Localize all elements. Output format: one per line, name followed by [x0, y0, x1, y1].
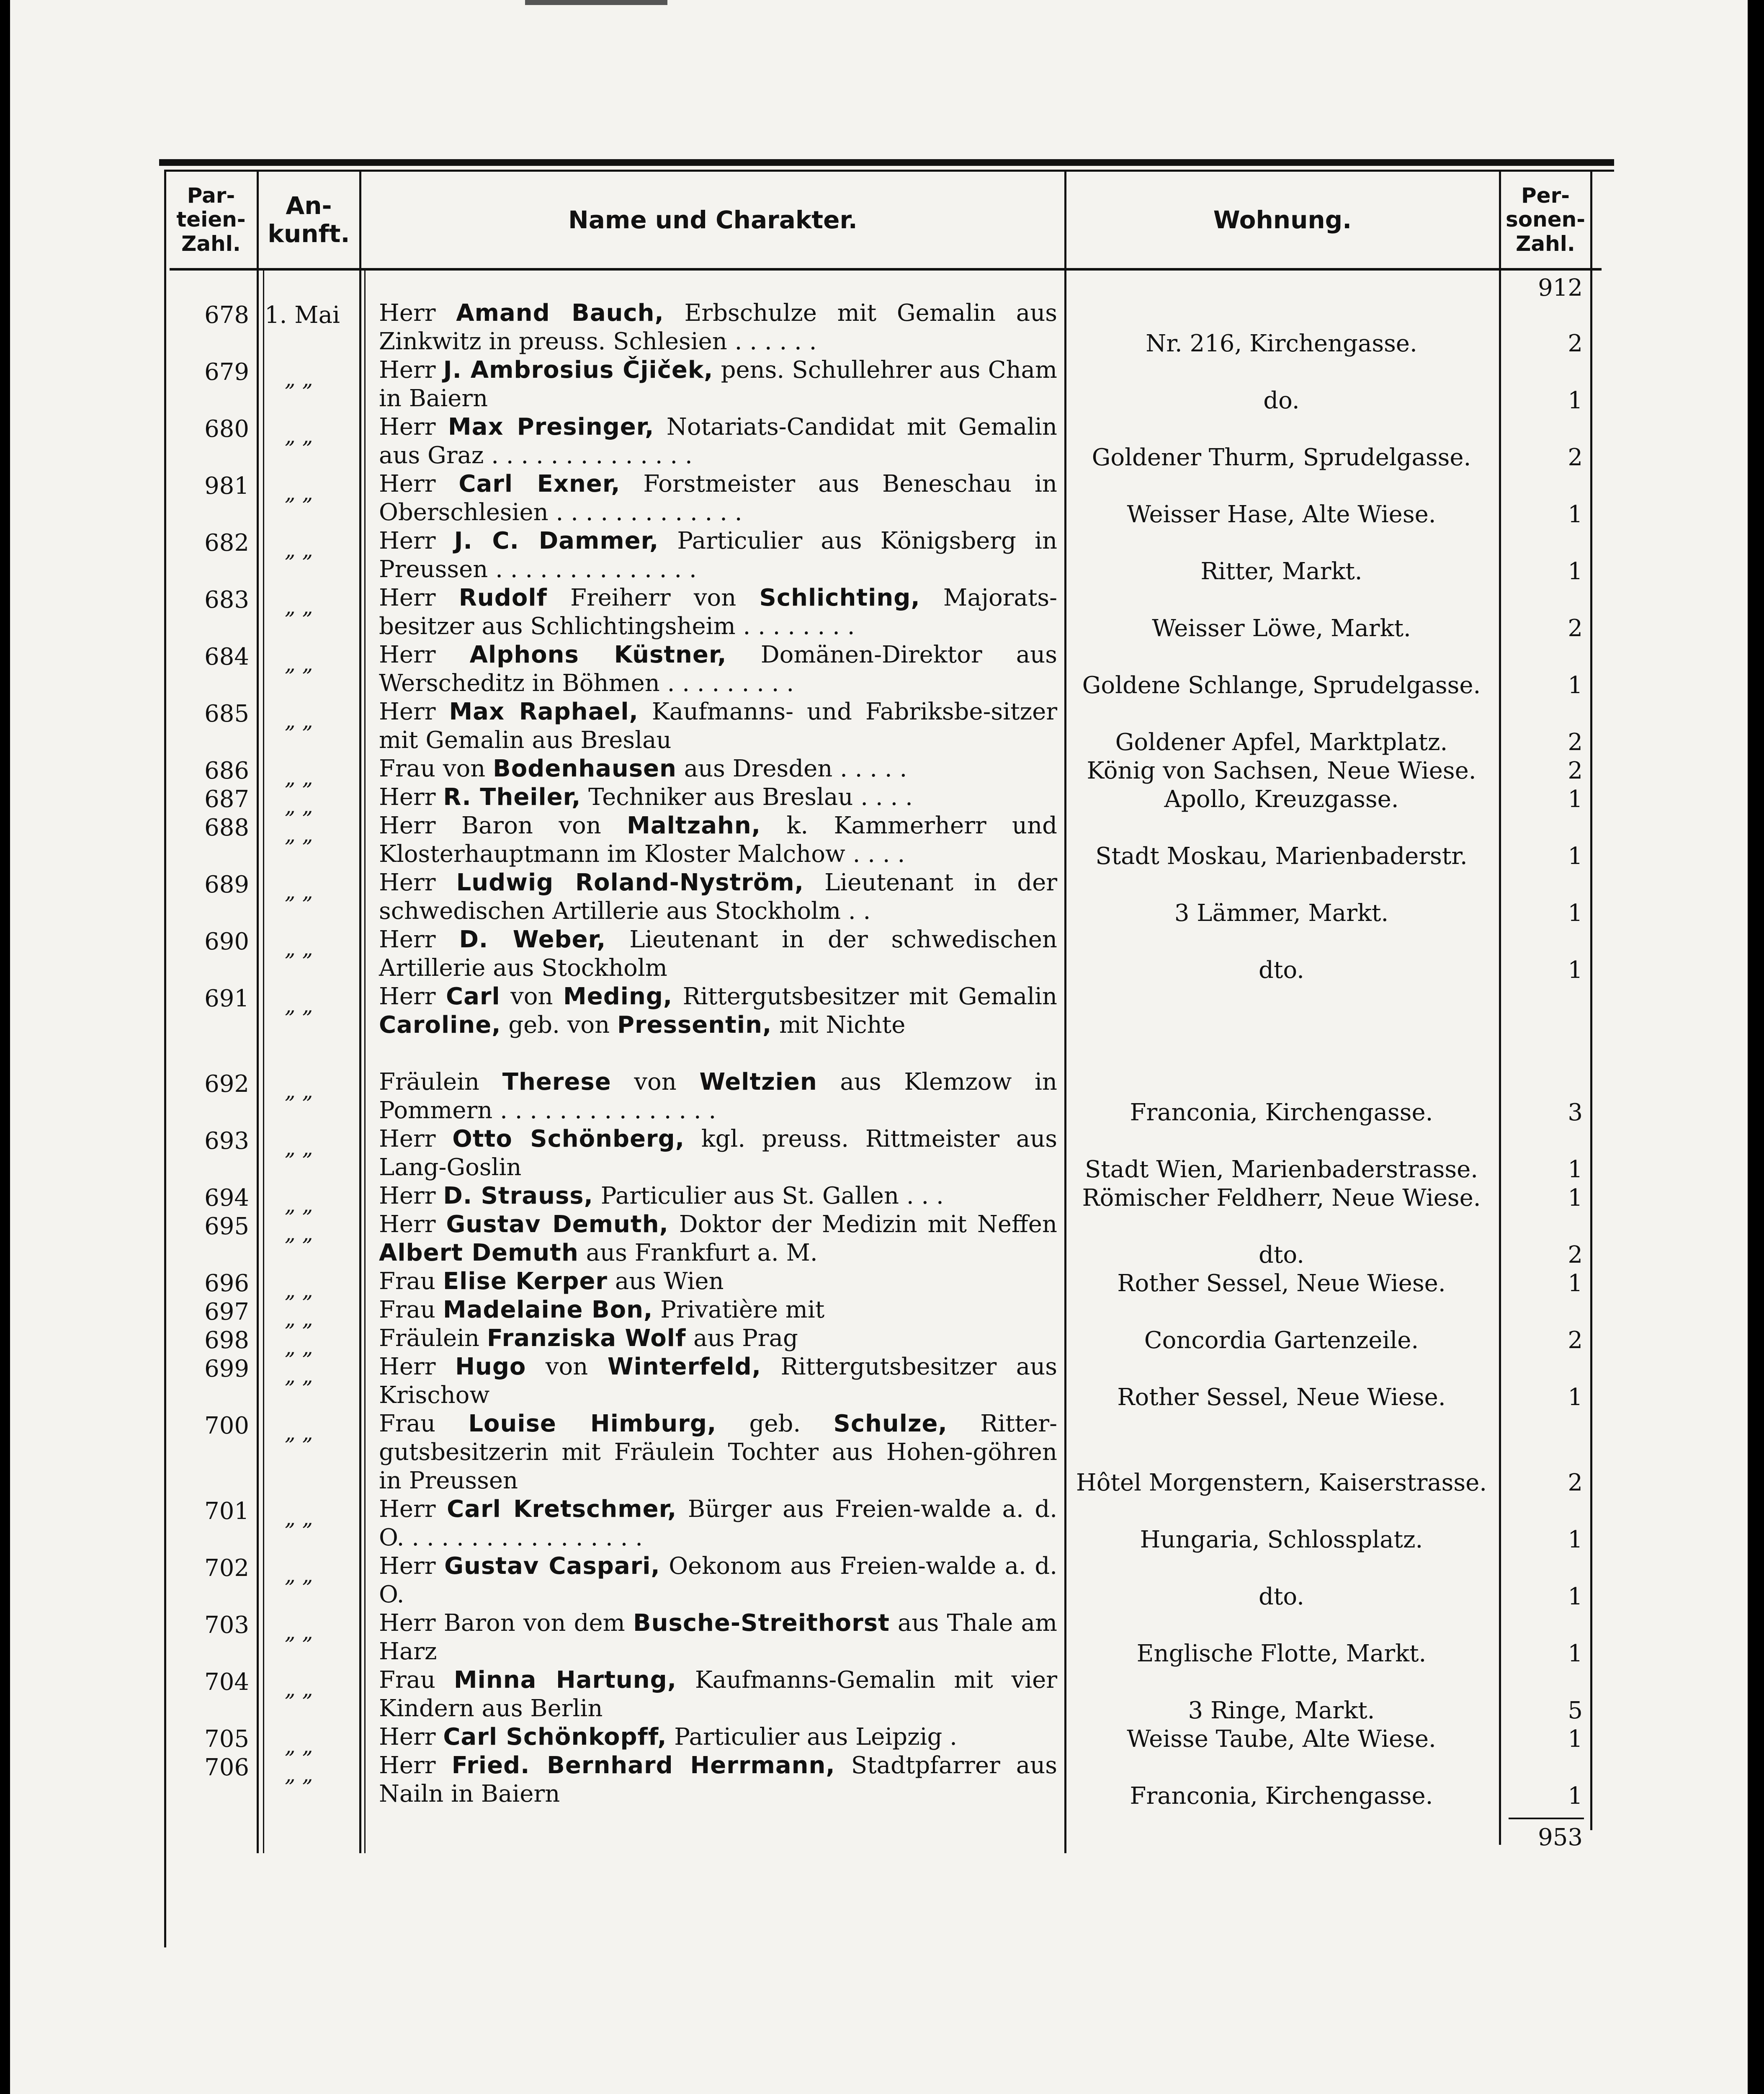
guest-name-description: Frau Madelaine Bon, Privatière mit — [379, 1296, 825, 1323]
party-number: 698 — [204, 1327, 249, 1354]
persons-count: 1 — [1568, 501, 1583, 528]
header-wohnung: Wohnung. — [1213, 205, 1352, 234]
party-number: 683 — [204, 586, 249, 614]
arrival-date: „ „ — [285, 424, 313, 448]
guest-name-description: Herr Carl Schönkopff, Particulier aus Leipzig . — [379, 1723, 957, 1751]
arrival-date: „ „ — [285, 1307, 313, 1331]
guest-name-description: Herr Max Raphael, Kaufmanns- und Fabriksbe-sitzer mit Gemalin aus Breslau — [379, 698, 1058, 754]
table-row — [0, 1412, 1764, 1498]
party-number: 697 — [204, 1298, 249, 1326]
party-number: 702 — [204, 1555, 249, 1582]
table-row — [0, 1723, 1764, 1758]
persons-count: 1 — [1568, 1640, 1583, 1667]
persons-count: 1 — [1568, 1725, 1583, 1753]
party-number: 705 — [204, 1725, 249, 1753]
guest-name-description: Fräulein Therese von Weltzien aus Klemzow in Pommern . . . . . . . . . . . . . . . — [379, 1068, 1057, 1124]
residence: Römischer Feldherr, Neue Wiese. — [1082, 1184, 1481, 1212]
party-number: 704 — [204, 1668, 249, 1696]
arrival-date: „ „ — [285, 481, 313, 505]
table-row — [0, 358, 1764, 415]
table-row — [0, 1182, 1764, 1217]
residence: König von Sachsen, Neue Wiese. — [1087, 757, 1476, 784]
guest-name-description: Herr Hugo von Winterfeld, Rittergutsbesitzer aus Krischow — [379, 1353, 1057, 1409]
arrival-date: „ „ — [285, 1136, 313, 1160]
party-number: 693 — [204, 1127, 249, 1155]
arrival-date: „ „ — [285, 1193, 313, 1217]
table-row — [0, 1668, 1764, 1725]
party-number: 703 — [204, 1612, 249, 1639]
guest-name-description: Herr Carl von Meding, Rittergutsbesitzer mit Gemalin Caroline, geb. von Pressentin, mit Nichte — [379, 983, 1057, 1039]
party-number: 684 — [204, 643, 249, 670]
table-row — [0, 1127, 1764, 1184]
arrival-date: „ „ — [285, 1734, 313, 1758]
persons-count: 1 — [1568, 1384, 1583, 1411]
residence: dto. — [1259, 1583, 1304, 1610]
residence: Nr. 216, Kirchengasse. — [1146, 330, 1417, 357]
header-ankunft: An- kunft. — [268, 191, 350, 248]
persons-count: 2 — [1568, 615, 1583, 642]
table-row — [0, 1355, 1764, 1412]
residence: do. — [1263, 387, 1300, 414]
persons-count: 1 — [1568, 387, 1583, 414]
table-row — [0, 299, 1764, 358]
table-row — [0, 1552, 1764, 1612]
table-row — [0, 928, 1764, 985]
residence: Englische Flotte, Markt. — [1136, 1640, 1427, 1667]
persons-count: 1 — [1568, 672, 1583, 699]
residence: Goldener Thurm, Sprudelgasse. — [1092, 444, 1471, 471]
arrival-date: „ „ — [285, 1221, 313, 1246]
guest-name-description: Herr Carl Exner, Forstmeister aus Beneschau in Oberschlesien . . . . . . . . . . . . . — [379, 470, 1057, 526]
residence: Rother Sessel, Neue Wiese. — [1117, 1384, 1446, 1411]
party-number: 706 — [204, 1754, 249, 1781]
arrival-date: „ „ — [285, 538, 313, 562]
persons-count: 1 — [1568, 1583, 1583, 1610]
persons-count: 1 — [1568, 1156, 1583, 1183]
residence: Stadt Wien, Marienbaderstrasse. — [1084, 1156, 1478, 1183]
guest-name-description: Frau von Bodenhausen aus Dresden . . . . . — [379, 755, 907, 782]
guest-name-description: Herr R. Theiler, Techniker aus Breslau . . . . — [379, 784, 913, 811]
residence: Goldener Apfel, Marktplatz. — [1115, 729, 1448, 756]
persons-count: 1 — [1568, 1782, 1583, 1810]
party-number: 687 — [204, 786, 249, 813]
party-number: 699 — [204, 1355, 249, 1382]
table-row — [0, 755, 1764, 790]
arrival-date: „ „ — [285, 936, 313, 961]
persons-count: 1 — [1568, 558, 1583, 585]
party-number: 682 — [204, 529, 249, 557]
persons-count: 2 — [1568, 1327, 1583, 1354]
residence: Hungaria, Schlossplatz. — [1140, 1526, 1423, 1553]
residence: Franconia, Kirchengasse. — [1130, 1782, 1433, 1810]
guest-name-description: Frau Minna Hartung, Kaufmanns-Gemalin mit vier Kindern aus Berlin — [379, 1666, 1058, 1722]
party-number: 686 — [204, 757, 249, 784]
party-number: 692 — [204, 1070, 249, 1098]
table-row — [0, 784, 1764, 818]
persons-count: 1 — [1568, 786, 1583, 813]
residence: dto. — [1259, 957, 1304, 984]
guest-name-description: Herr Baron von dem Busche-Streithorst aus Thale am Harz — [379, 1609, 1057, 1665]
persons-count: 2 — [1568, 444, 1583, 471]
party-number: 680 — [204, 415, 249, 443]
party-number: 695 — [204, 1213, 249, 1240]
guest-name-description: Frau Louise Himburg, geb. Schulze, Ritter-gutsbesitzerin mit Fräulein Tochter aus Hohen-göhren in Preussen — [379, 1410, 1058, 1494]
guest-name-description: Herr Gustav Caspari, Oekonom aus Freien-walde a. d. O. — [379, 1552, 1058, 1608]
guest-name-description: Fräulein Franziska Wolf aus Prag — [379, 1325, 798, 1352]
guest-name-description: Herr Otto Schönberg, kgl. preuss. Rittmeister aus Lang-Goslin — [379, 1125, 1057, 1181]
residence: Goldene Schlange, Sprudelgasse. — [1082, 672, 1481, 699]
guest-name-description: Herr D. Weber, Lieutenant in der schwedischen Artillerie aus Stockholm — [379, 926, 1057, 982]
guest-name-description: Herr D. Strauss, Particulier aus St. Gallen . . . — [379, 1182, 944, 1209]
residence: Weisse Taube, Alte Wiese. — [1127, 1725, 1436, 1753]
party-number: 981 — [204, 472, 249, 500]
table-row — [0, 586, 1764, 643]
guest-name-description: Herr Fried. Bernhard Herrmann, Stadtpfarrer aus Nailn in Baiern — [379, 1752, 1057, 1808]
table-row — [0, 472, 1764, 529]
table-row — [0, 1498, 1764, 1555]
guest-name-description: Herr Amand Bauch, Erbschulze mit Gemalin aus Zinkwitz in preuss. Schlesien . . . . . . — [379, 299, 1057, 355]
party-number: 701 — [204, 1498, 249, 1525]
party-number: 685 — [204, 700, 249, 727]
arrival-date: „ „ — [285, 1506, 313, 1530]
table-row — [0, 529, 1764, 586]
header-parteien-zahl: Par- teien- Zahl. — [176, 183, 246, 256]
arrival-date: „ „ — [285, 1762, 313, 1787]
table-row — [0, 643, 1764, 700]
arrival-date: „ „ — [285, 652, 313, 676]
arrival-date: 1. Mai — [265, 302, 340, 329]
persons-count: 2 — [1568, 757, 1583, 784]
party-number: 696 — [204, 1270, 249, 1297]
table-row — [0, 700, 1764, 757]
persons-count: 1 — [1568, 843, 1583, 870]
persons-count: 2 — [1568, 1241, 1583, 1269]
table-row — [0, 871, 1764, 928]
table-row — [0, 415, 1764, 472]
table-row — [0, 1609, 1764, 1668]
guest-name-description: Herr Rudolf Freiherr von Schlichting, Majorats-besitzer aus Schlichtingsheim . . . . . . . . — [379, 584, 1057, 640]
party-number: 700 — [204, 1412, 249, 1439]
table-row — [0, 814, 1764, 871]
table-row — [0, 1070, 1764, 1127]
residence: Concordia Gartenzeile. — [1144, 1327, 1419, 1354]
arrival-date: „ „ — [285, 794, 313, 818]
table-row — [0, 1268, 1764, 1302]
residence: Stadt Moskau, Marienbaderstr. — [1095, 843, 1468, 870]
header-personen-zahl: Per- sonen- Zahl. — [1506, 183, 1585, 256]
residence: Hôtel Morgenstern, Kaiserstrasse. — [1076, 1469, 1487, 1496]
persons-count: 3 — [1568, 1099, 1583, 1126]
residence: Weisser Löwe, Markt. — [1152, 615, 1411, 642]
guest-name-description: Herr J. C. Dammer, Particulier aus Königsberg in Preussen . . . . . . . . . . . . . . — [379, 527, 1058, 583]
guest-name-description: Herr J. Ambrosius Čjiček, pens. Schullehrer aus Cham in Baiern — [379, 356, 1057, 412]
residence: Ritter, Markt. — [1200, 558, 1362, 585]
persons-count: 2 — [1568, 330, 1583, 357]
persons-count: 1 — [1568, 957, 1583, 984]
persons-count: 1 — [1568, 1184, 1583, 1212]
persons-count: 2 — [1568, 729, 1583, 756]
carried-total: 912 — [1538, 274, 1583, 302]
header-name-charakter: Name und Charakter. — [568, 205, 858, 234]
arrival-date: „ „ — [285, 1364, 313, 1388]
table-row — [0, 1325, 1764, 1359]
party-number: 690 — [204, 928, 249, 955]
arrival-date: „ „ — [285, 1335, 313, 1359]
persons-count: 5 — [1568, 1697, 1583, 1724]
arrival-date: „ „ — [285, 1563, 313, 1587]
guest-name-description: Herr Gustav Demuth, Doktor der Medizin mit Neffen Albert Demuth aus Frankfurt a. M. — [379, 1211, 1057, 1266]
guest-name-description: Herr Max Presinger, Notariats-Candidat mit Gemalin aus Graz . . . . . . . . . . . . . . — [379, 413, 1057, 469]
persons-count: 1 — [1568, 1526, 1583, 1553]
persons-count: 2 — [1568, 1469, 1583, 1496]
final-total: 953 — [1538, 1824, 1583, 1851]
arrival-date: „ „ — [285, 766, 313, 790]
residence: Apollo, Kreuzgasse. — [1164, 786, 1399, 813]
arrival-date: „ „ — [285, 993, 313, 1018]
table-row — [0, 1296, 1764, 1331]
arrival-date: „ „ — [285, 1079, 313, 1103]
party-number: 694 — [204, 1184, 249, 1212]
party-number: 691 — [204, 985, 249, 1012]
arrival-date: „ „ — [285, 1677, 313, 1701]
party-number: 689 — [204, 871, 249, 898]
residence: Weisser Hase, Alte Wiese. — [1127, 501, 1436, 528]
table-row — [0, 1213, 1764, 1270]
party-number: 679 — [204, 358, 249, 386]
guest-name-description: Herr Alphons Küstner, Domänen-Direktor aus Werscheditz in Böhmen . . . . . . . . . — [379, 641, 1057, 697]
residence: Franconia, Kirchengasse. — [1130, 1099, 1433, 1126]
residence: Rother Sessel, Neue Wiese. — [1117, 1270, 1446, 1297]
party-number: 678 — [204, 302, 249, 329]
arrival-date: „ „ — [285, 709, 313, 733]
guest-name-description: Herr Baron von Maltzahn, k. Kammerherr und Klosterhauptmann im Kloster Malchow . . . . — [379, 812, 1057, 868]
arrival-date: „ „ — [285, 1620, 313, 1644]
persons-count: 1 — [1568, 1270, 1583, 1297]
residence: dto. — [1259, 1241, 1304, 1269]
party-number: 688 — [204, 814, 249, 841]
guest-name-description: Frau Elise Kerper aus Wien — [379, 1268, 724, 1295]
table-row — [0, 985, 1764, 1070]
guest-name-description: Herr Ludwig Roland-Nyström, Lieutenant in der schwedischen Artillerie aus Stockholm . . — [379, 869, 1057, 925]
arrival-date: „ „ — [285, 1421, 313, 1445]
residence: 3 Lämmer, Markt. — [1174, 900, 1389, 927]
arrival-date: „ „ — [285, 823, 313, 847]
residence: 3 Ringe, Markt. — [1188, 1697, 1375, 1724]
arrival-date: „ „ — [285, 1278, 313, 1302]
arrival-date: „ „ — [285, 879, 313, 904]
guest-name-description: Herr Carl Kretschmer, Bürger aus Freien-walde a. d. O. . . . . . . . . . . . . . . . . — [379, 1496, 1057, 1551]
arrival-date: „ „ — [285, 367, 313, 391]
arrival-date: „ „ — [285, 595, 313, 619]
persons-count: 1 — [1568, 900, 1583, 927]
table-row — [0, 1754, 1764, 1811]
